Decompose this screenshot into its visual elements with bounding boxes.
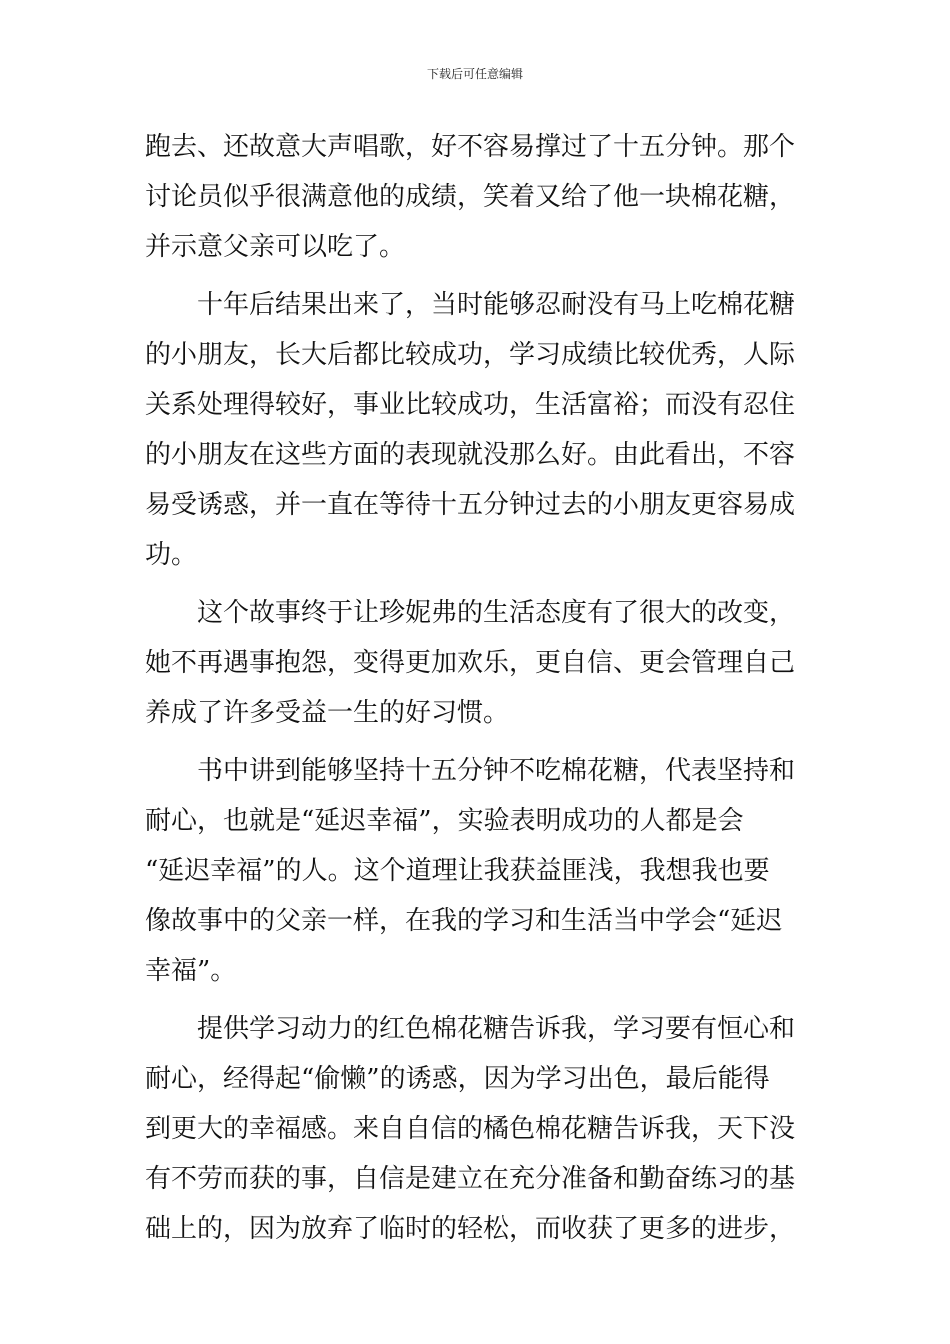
text-line: 并示意父亲可以吃了。	[145, 232, 406, 262]
document-body	[145, 122, 809, 1254]
text-line: 的小朋友，长大后都比较成功，学习成绩比较优秀，人际	[145, 340, 796, 370]
text-line: “延迟幸福”的人。这个道理让我获益匪浅，我想我也要	[145, 856, 770, 886]
text-line: 幸福”。	[145, 956, 237, 986]
text-line: 这个故事终于让珍妮弗的生活态度有了很大的改变，	[197, 598, 796, 628]
text-line: 关系处理得较好，事业比较成功，生活富裕；而没有忍住	[145, 390, 796, 420]
text-line: 有不劳而获的事，自信是建立在充分准备和勤奋练习的基	[145, 1164, 796, 1194]
paragraph-2	[145, 280, 809, 580]
paragraph-1	[145, 122, 809, 272]
text-line: 跑去、还故意大声唱歌，好不容易撑过了十五分钟。那个	[145, 132, 796, 162]
paragraph-5	[145, 1004, 809, 1254]
paragraph-4	[145, 746, 809, 996]
text-line: 像故事中的父亲一样，在我的学习和生活当中学会“延迟	[145, 906, 783, 936]
text-line: 的小朋友在这些方面的表现就没那么好。由此看出，不容	[145, 440, 796, 470]
text-line: 讨论员似乎很满意他的成绩，笑着又给了他一块棉花糖，	[145, 182, 796, 212]
text-line: 础上的，因为放弃了临时的轻松，而收获了更多的进步，	[145, 1214, 796, 1244]
paragraph-3	[145, 588, 809, 738]
text-line: 她不再遇事抱怨，变得更加欢乐，更自信、更会管理自己	[145, 648, 796, 678]
page-header: 下载后可任意编辑	[426, 67, 523, 81]
text-line: 耐心，也就是“延迟幸福”，实验表明成功的人都是会	[145, 806, 744, 836]
text-line: 十年后结果出来了，当时能够忍耐没有马上吃棉花糖	[197, 290, 796, 320]
text-line: 耐心，经得起“偷懒”的诱惑，因为学习出色，最后能得	[145, 1064, 770, 1094]
text-line: 提供学习动力的红色棉花糖告诉我，学习要有恒心和	[197, 1014, 796, 1044]
text-line: 到更大的幸福感。来自自信的橘色棉花糖告诉我，天下没	[145, 1114, 796, 1144]
text-line: 书中讲到能够坚持十五分钟不吃棉花糖，代表坚持和	[197, 756, 796, 786]
text-line: 易受诱惑，并一直在等待十五分钟过去的小朋友更容易成	[145, 490, 796, 520]
text-line: 养成了许多受益一生的好习惯。	[145, 698, 510, 728]
text-line: 功。	[145, 540, 198, 570]
